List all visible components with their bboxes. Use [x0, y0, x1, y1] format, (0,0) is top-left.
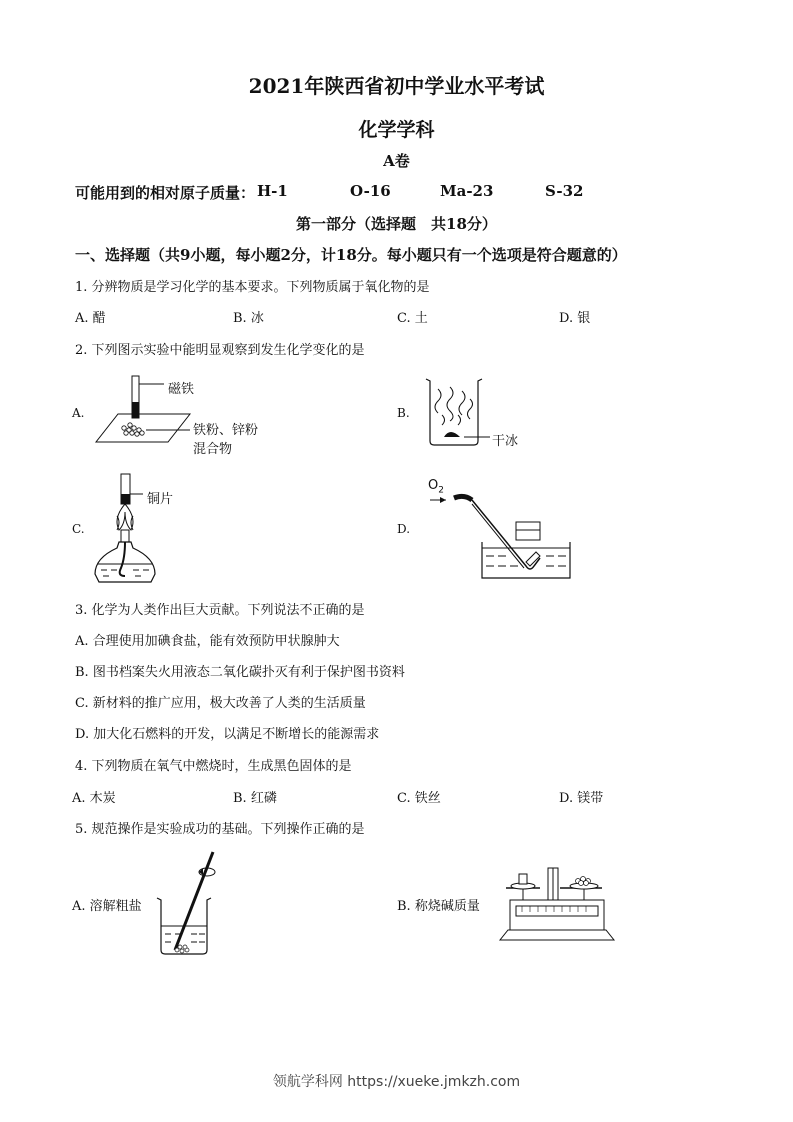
weighing-balance-figure — [498, 860, 618, 942]
dissolving-salt-figure — [155, 848, 230, 960]
question-3-option-c[interactable]: C. 新材料的推广应用，极大改善了人类的生活质量 — [75, 696, 366, 711]
question-3-stem: 3. 化学为人类作出巨大贡献。下列说法不正确的是 — [75, 603, 365, 618]
question-5-option-b[interactable]: B. 称烧碱质量 — [397, 899, 480, 914]
volume-label: A卷 — [383, 152, 410, 170]
question-4-option-a[interactable]: A. 木炭 — [72, 791, 116, 806]
question-2-option-c[interactable]: C. — [72, 522, 85, 536]
atomic-mass-item: O-16 — [350, 182, 391, 200]
dry-ice-beaker-figure — [420, 375, 500, 450]
footer-watermark: 领航学科网 https://xueke.jmkzh.com — [272, 1074, 521, 1090]
oxygen-trough-figure — [428, 490, 578, 585]
oxygen-subscript: 2 — [438, 485, 444, 496]
atomic-masses-label: 可能用到的相对原子质量： — [75, 184, 256, 202]
powder-caption-line1: 铁粉、锌粉 — [193, 423, 259, 438]
dry-ice-caption: 干冰 — [492, 434, 519, 449]
section-title: 一、选择题（共9小题，每小题2分，计18分。每小题只有一个选项是符合题意的） — [75, 246, 627, 264]
question-5-stem: 5. 规范操作是实验成功的基础。下列操作正确的是 — [75, 822, 365, 837]
atomic-mass-item: S-32 — [545, 182, 584, 200]
question-2-option-a[interactable]: A. — [72, 406, 85, 420]
atomic-mass-item: Ma-23 — [440, 182, 494, 200]
powder-caption-line2: 混合物 — [193, 442, 233, 457]
copper-caption: 铜片 — [147, 492, 174, 507]
question-1-option-c[interactable]: C. 土 — [397, 311, 428, 326]
question-4-option-c[interactable]: C. 铁丝 — [397, 791, 441, 806]
question-2-option-b[interactable]: B. — [397, 406, 410, 420]
question-3-option-d[interactable]: D. 加大化石燃料的开发，以满足不断增长的能源需求 — [75, 727, 380, 742]
question-1-option-d[interactable]: D. 银 — [559, 311, 591, 326]
question-1-option-a[interactable]: A. 醋 — [75, 311, 106, 326]
oxygen-symbol: O — [428, 478, 439, 493]
magnet-caption: 磁铁 — [168, 382, 195, 397]
atomic-mass-item: H-1 — [257, 182, 288, 200]
question-1-stem: 1. 分辨物质是学习化学的基本要求。下列物质属于氧化物的是 — [75, 280, 430, 295]
question-4-stem: 4. 下列物质在氧气中燃烧时，生成黑色固体的是 — [75, 759, 352, 774]
question-4-option-d[interactable]: D. 镁带 — [559, 791, 604, 806]
question-3-option-b[interactable]: B. 图书档案失火用液态二氧化碳扑灭有利于保护图书资料 — [75, 665, 405, 680]
exam-title: 2021年陕西省初中学业水平考试 — [248, 74, 545, 98]
question-2-option-d[interactable]: D. — [397, 522, 411, 536]
question-1-option-b[interactable]: B. 冰 — [233, 311, 264, 326]
question-2-stem: 2. 下列图示实验中能明显观察到发生化学变化的是 — [75, 343, 365, 358]
part-title: 第一部分（选择题 共18分） — [296, 215, 497, 233]
subject-title: 化学学科 — [358, 119, 435, 141]
question-3-option-a[interactable]: A. 合理使用加碘食盐，能有效预防甲状腺肿大 — [75, 634, 340, 649]
question-4-option-b[interactable]: B. 红磷 — [233, 791, 277, 806]
question-5-option-a[interactable]: A. 溶解粗盐 — [72, 899, 142, 914]
